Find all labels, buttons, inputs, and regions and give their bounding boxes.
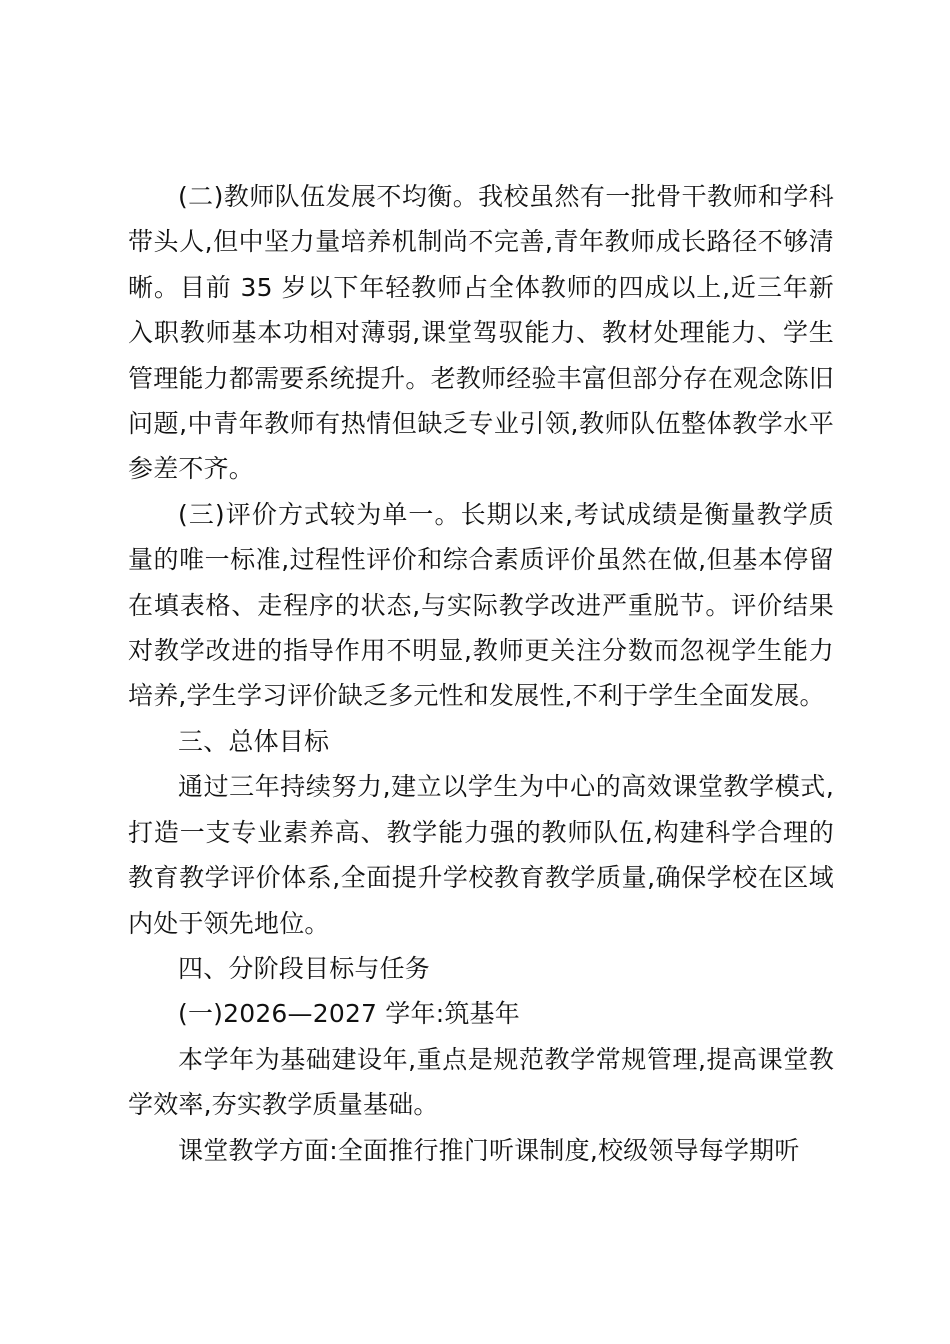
document-page (128, 174, 834, 1173)
heading-phase-goals: 四、分阶段目标与任务 (178, 953, 431, 983)
paragraph-year-one: 本学年为基础建设年,重点是规范教学常规管理,提高课堂教学效率,夯实教学质量基础。 (128, 1044, 834, 1120)
subheading-year-one: (一)2026—2027 学年:筑基年 (178, 999, 520, 1029)
paragraph-teacher-team: (二)教师队伍发展不均衡。我校虽然有一批骨干教师和学科带头人,但中坚力量培养机制尚不完善,青年教师成长路径不够清晰。目前 35 岁以下年轻教师占全体教师的四成以上,近三年新入职教师基本功相对薄弱,课堂驾驭能力、教材处理能力、学生管理能力都需要系统提升。老教师经验丰富但部分存在观念陈旧问题,中青年教师有热情但缺乏专业引领,教师队伍整体教学水平参差不齐。 (128, 182, 834, 484)
paragraph-classroom-teaching: 课堂教学方面:全面推行推门听课制度,校级领导每学期听 (178, 1135, 800, 1165)
paragraph-evaluation: (三)评价方式较为单一。长期以来,考试成绩是衡量教学质量的唯一标准,过程性评价和综合素质评价虽然在做,但基本停留在填表格、走程序的状态,与实际教学改进严重脱节。评价结果对教学改进的指导作用不明显,教师更关注分数而忽视学生能力培养,学生学习评价缺乏多元性和发展性,不利于学生全面发展。 (128, 499, 834, 711)
paragraph-overall-goals: 通过三年持续努力,建立以学生为中心的高效课堂教学模式,打造一支专业素养高、教学能力强的教师队伍,构建科学合理的教育教学评价体系,全面提升学校教育教学质量,确保学校在区域内处于领先地位。 (128, 772, 834, 938)
heading-overall-goals: 三、总体目标 (178, 726, 330, 756)
